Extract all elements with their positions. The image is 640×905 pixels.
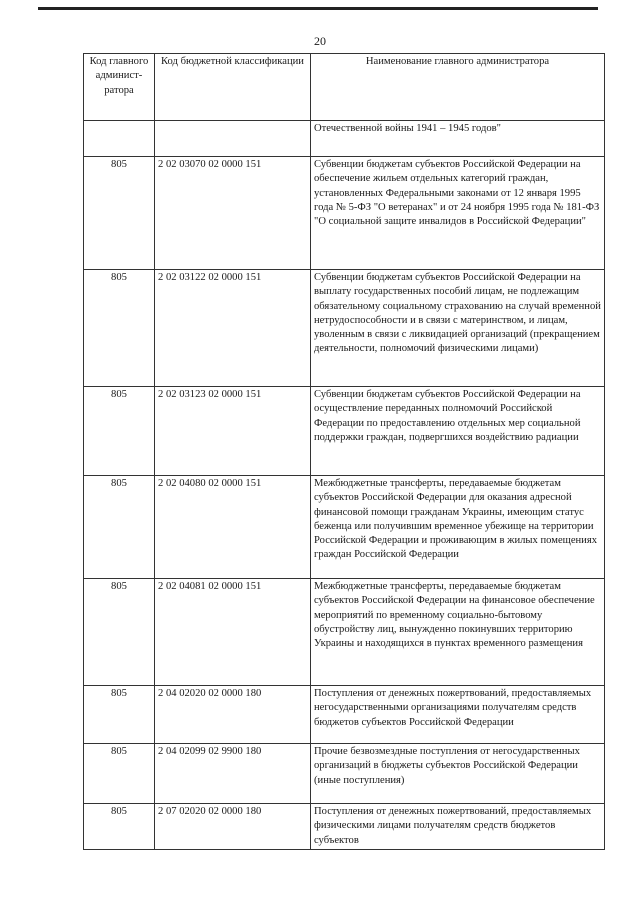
table-header-row — [84, 54, 605, 121]
row-budget-code: 2 04 02020 02 0000 180 — [155, 686, 311, 744]
row-admin-name: Субвенции бюджетам субъектов Российской Федерации на осуществление переданных полномочий Российской Федерации по предоставлению отдельных мер социальной поддержки граждан, подвергшихся воздействию радиации — [311, 387, 605, 476]
table-row — [84, 744, 605, 804]
row-admin-code: 805 — [84, 744, 155, 804]
row-admin-name: Субвенции бюджетам субъектов Российской Федерации на выплату государственных пособий лицам, не подлежащим обязательному социальному страхованию на случай временной нетрудоспособности и в связи с материнством, и лицам, уволенным в связи с ликвидацией организаций (прекращением деятельности, полномочий физическими лицами) — [311, 270, 605, 387]
table-row — [84, 121, 605, 157]
row-admin-name: Межбюджетные трансферты, передаваемые бюджетам субъектов Российской Федерации для оказания адресной финансовой помощи гражданам Украины, имеющим статус беженца или получившим временное убежище на территории Российской Федерации и проживающим в жилых помещениях граждан Российской Федерации — [311, 476, 605, 579]
table-row — [84, 387, 605, 476]
row-admin-code: 805 — [84, 686, 155, 744]
row-budget-code: 2 02 03122 02 0000 151 — [155, 270, 311, 387]
row-admin-code: 805 — [84, 579, 155, 686]
header-admin-name: Наименование главного администратора — [311, 54, 605, 121]
row-admin-code: 805 — [84, 804, 155, 850]
top-border-line — [38, 7, 598, 10]
table-row — [84, 157, 605, 270]
row-admin-name: Поступления от денежных пожертвований, предоставляемых физическими лицами получателям средств бюджетов субъектов — [311, 804, 605, 850]
table-row — [84, 270, 605, 387]
row-budget-code: 2 02 03070 02 0000 151 — [155, 157, 311, 270]
row-admin-name: Межбюджетные трансферты, передаваемые бюджетам субъектов Российской Федерации на финансовое обеспечение мероприятий по временному социально-бытовому обустройству лиц, вынужденно покинувших территорию Украины и находящихся в пунктах временного размещения — [311, 579, 605, 686]
row-budget-code: 2 02 04080 02 0000 151 — [155, 476, 311, 579]
row-admin-name: Субвенции бюджетам субъектов Российской Федерации на обеспечение жильем отдельных категорий граждан, установленных Федеральными законами от 12 января 1995 года № 5-ФЗ "О ветеранах" и от 24 ноября 1995 года № 181-ФЗ "О социальной защите инвалидов в Российской Федерации" — [311, 157, 605, 270]
row-admin-name: Поступления от денежных пожертвований, предоставляемых негосударственными организациями получателям средств бюджетов субъектов Российской Федерации — [311, 686, 605, 744]
row-admin-name: Отечественной войны 1941 – 1945 годов" — [311, 121, 605, 157]
row-budget-code: 2 02 03123 02 0000 151 — [155, 387, 311, 476]
table-row — [84, 804, 605, 850]
budget-classification-table — [83, 53, 605, 850]
row-budget-code: 2 04 02099 02 9900 180 — [155, 744, 311, 804]
row-budget-code: 2 02 04081 02 0000 151 — [155, 579, 311, 686]
header-budget-code: Код бюджетной классификации — [155, 54, 311, 121]
row-admin-code: 805 — [84, 270, 155, 387]
header-admin-code: Код главного админист-ратора — [84, 54, 155, 121]
table-row — [84, 579, 605, 686]
page-number: 20 — [314, 34, 326, 48]
table-row — [84, 686, 605, 744]
row-admin-code: 805 — [84, 387, 155, 476]
row-admin-code — [84, 121, 155, 157]
row-admin-name: Прочие безвозмездные поступления от негосударственных организаций в бюджеты субъектов Российской Федерации (иные поступления) — [311, 744, 605, 804]
row-admin-code: 805 — [84, 476, 155, 579]
row-budget-code — [155, 121, 311, 157]
row-budget-code: 2 07 02020 02 0000 180 — [155, 804, 311, 850]
row-admin-code: 805 — [84, 157, 155, 270]
table-row — [84, 476, 605, 579]
